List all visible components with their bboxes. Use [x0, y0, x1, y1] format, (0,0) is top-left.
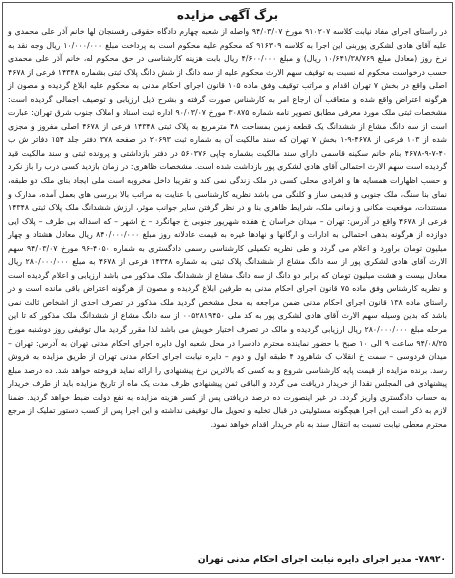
auction-notice: [2, 2, 453, 574]
notice-footer: ۷۸۹۲۰- مدیر اجرای دایره نیابت اجرای احکام مدنی تهران: [197, 555, 446, 565]
notice-body: در راستای اجرای مفاد نیابت کلاسه ۹۱۰۲۰۷ مورخ ۹۴/۰۳/۰۷ واصله از شعبه چهارم دادگاه حقوقی رفسنجان لها خانم آذر علی محمدی و علیه آقای هادی لشکری پوربنی این اجرا به کلاسه ۹۱۶۳۰۹ که محکوم علیه محکوم است به پرداخت مبلغ ۱۰/۰۰۰/۰۰۰ ریال وجه نقد به نرخ روز (معادل مبلغ ۱۰/۶۴۱/۳۸/۷۶۹ ریال) و مبلغ ۴/۶۰۰/۰۰۰ ریال بابت هزینه کارشناسی در حق محکوم له، خانم آذر علی محمدی حسب درخواست محکوم له نسبت به توقیف سهم الارث محکوم علیه از سه دانگ از شش دانگ پلاک ثبتی بشماره ۱۴۳۴۸ فرعی از ۴۶۷۸ اصلی واقع در بخش ۷ تهران اقدام و مراتب توقیف وفق ماده ۱۰۵ قانون اجرای احکام مدنی به محکوم علیه ابلاغ گردیده و مصون از هرگونه اعتراض واقع شده و متعاقب آن ارجاع امر به کارشناس صورت گرفته و بشرح ذیل ارزیابی و توصیف اجمالی گردیده است: مشخصات ثبتی ملک مورد معرفی مطابق تصویر نامه شماره ۳۰۸۷۵ مورخ ۹۰/۰۳/۰۷ اداره ثبت اسناد و املاک جنوب شرق تهران: عبارت است از سه دانگ مشاع از ششدانگ یک قطعه زمین بمساحت ۴۸ مترمربع به پلاک ثبتی ۱۴۳۴۸ فرعی از ۴۶۷۸ اصلی مفروز و مجزی شده از ۱۰۳ فرعی از ۴۶۷۸-۹-۱ بخش ۷ تهران که سند مالکیت آن به شماره ثبت ۲۰۶۹۳ در صفحه ۳۷۸ دفتر جلد ۱۵۴ دفاتر ش ب ۴۰-۷-۹-۴۶۷۸ بنام خانم سکینه قاسمی دارای سند مالکیت بشماره چاپی ۵۶۰۳۷۶ در دفتر بازداشتی و پرونده ثبتی و سند مالکیت قید گردیده است سهم الارث احتمالی آقای هادی لشکری پور بازداشت شده است. مشخصات ظاهری: در زمان بازدید کسی درب را باز نکرد و حسب اظهارات همسایه ها و افرادی محلی کسی در ملک زندگی نمی کند و تقریبا داخل مخروبه است ملی ایجاد بنای ملک دو طبقه، نمای بنا سنگ، ملک جنوبی و قدیمی ساز و کلنگی می باشد نظریه کارشناسی با عنایت به مراتب بالا بررسی های بعمل آمده، مدارک و مستندات، موقعیت مکانی و زمانی ملک، شرایط ظاهری بنا و در نظر گرفتن سایر جوانب موثر، ارزش ششدانگ ملک پلاک ثبتی ۱۴۳۴۸ فرعی از ۴۶۷۸ واقع در آدرس: تهران – میدان خراسان خ هفده شهریور جنوبی خ جهانگرد – خ اشهر – که اسداله بی طرف – پلاک ایی دوازده از هرگونه بدهی احتمالی به ادارات و ارگانها و نهادها غیره به قیمت عادلانه روز مبلغ ۸۴۰/۰۰۰/۰۰۰ ریال معادل هشتاد و چهار میلیون تومان براورد و اعلام می گردد و طی نظریه تکمیلی کارشناسی رسمی دادگستری به شماره ۴۰۵۰-۹۶ مورخ ۹۴/۰۳/۰۷ سهم الارث آقای هادی لشکری پور از سه دانگ مشاع از ششدانگ پلاک ثبتی به شماره ۱۴۳۴۸ فرعی از ۴۶۷۸ به مبلغ ۲۸۰/۰۰۰/۰۰۰ ریال معادل بیست و هشت میلیون تومان که برابر دو دانگ از سه دانگ مشاع از ششدانگ ملک مذکور می باشد ارزیابی و اعلام گردیده است و نظریه کارشناس وفق ماده ۷۵ قانون اجرای احکام مدنی به طرفین ابلاغ گردیده و مصون از هرگونه اعتراض باقی مانده است و در راستای ماده ۱۳۸ قانون اجرای احکام مدنی ضمن مراجعه به محل مشخص گردید ملک مذکور در تصرف احدی از اشخاص ثالث نمی باشد که بدین وسیله سهم الارث آقای هادی لشکری پور به کد ملی ۰۰۵۲۸۱۹۴۵۰ از سه دانگ مشاع از ششدانگ ملک مذکور که تا این مرحله مبلغ ۲۸۰/۰۰۰/۰۰۰ ریال ارزیابی گردیده و مالک در تصرف اختیار خویش می باشد لذا مقرر گردید مال توقیفی روز دوشنبه مورخ ۹۴/۰۸/۲۵ ساعت ۹ الی ۱۰ صبح با حضور نماینده محترم دادسرا در محل شعبه اول دایره اجرای احکام مدنی تهران به آدرس: تهران – میدان فردوسی – سمت خ انقلاب ک شاهرود ۴ طبقه اول و دوم – دایره نیابت اجرای احکام مدنی تهران از طریق مزایده به فروش رسد. برنده مزایده از قیمت پایه کارشناسی شروع و به کسی که بالاترین نرخ پیشنهادی را ارائه نماید فروخته خواهد شد. ده درصد مبلغ پیشنهادی فی المجلس نقدا از خریدار دریافت می گردد و الباقی ثمن پیشنهادی ظرف مدت یک ماه از تاریخ مزایده باید از طرف خریدار به حساب دادگستری واریز گردد. در غیر اینصورت ده درصد دریافتی پس از کسر هزینه مزایده به نفع دولت ضبط خواهد گردید. ضمنا لازم به ذکر است این اجرا هیچگونه مسئولیتی در قبال تخلیه و تحویل مال توقیفی نداشته و این اجرا پس از کسب دستور تملیک از مرجع محترم معطی نیابت نسبت به انتقال سند به نام خریدار اقدام خواهد نمود.: [8, 27, 448, 429]
notice-title: برگ آگهی مزایده: [176, 8, 279, 22]
